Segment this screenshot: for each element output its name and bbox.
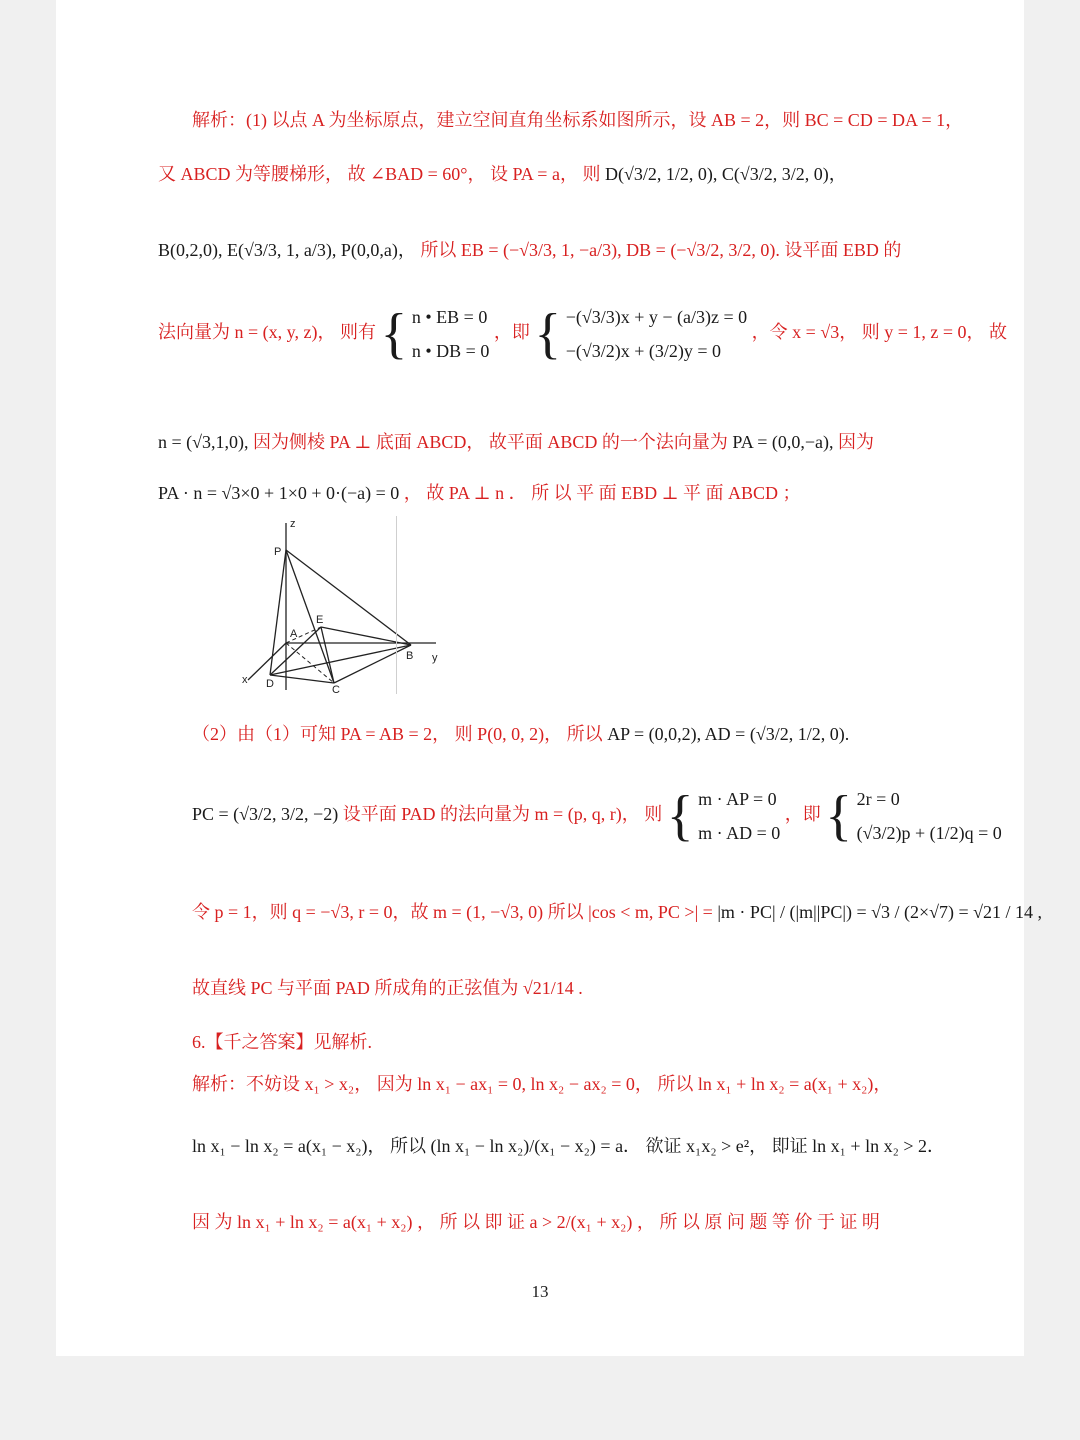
solution-line-2 xyxy=(158,162,847,186)
figure-divider xyxy=(396,516,397,694)
label-a: A xyxy=(290,628,298,640)
line-9-text: 令 p = 1，则 q = −√3, r = 0，故 m = (1, −√3, 0) 所以 |cos < m, PC >| = xyxy=(192,902,718,922)
label-y: y xyxy=(432,652,438,664)
line-3-text: 设平面 EBD 的 xyxy=(784,240,902,260)
line-4-text-2: ，即 xyxy=(493,322,530,343)
line-5-text-2: 因为 xyxy=(833,432,874,452)
label-b: B xyxy=(406,650,414,662)
edge-eb xyxy=(321,627,411,645)
solution-line-4 xyxy=(158,300,1007,368)
line-3-math-2: 所以 EB = (−√3/3, 1, −a/3), DB = (−√3/2, 3/2, 0). xyxy=(420,240,785,260)
answer-heading: 6.【千之答案】见解析. xyxy=(192,1032,372,1052)
solution-line-8 xyxy=(192,782,1002,850)
line-4-text-1: 法向量为 n = (x, y, z)， 则有 xyxy=(158,322,376,343)
line-3-math-1: B(0,2,0), E(√3/3, 1, a/3), P(0,0,a)， xyxy=(158,240,416,260)
solution-line-12: 解析：不妨设 x₁ > x₂， 因为 ln x₁ − ax₁ = 0, ln x₂ − ax₂ = 0， 所以 ln x₁ + ln x₂ = a(x₁ + x₂)， xyxy=(192,1074,892,1094)
line-7-math: AP = (0,0,2), AD = (√3/2, 1/2, 0). xyxy=(607,724,850,744)
equation-7: 2r = 0 xyxy=(856,789,900,809)
solution-line-13: ln x₁ − ln x₂ = a(x₁ − x₂)， 所以 (ln x₁ − ln x₂)/(x₁ − x₂) = a． 欲证 x₁x₂ > e²， 即证 ln x₁ + ln x₂ > 2． xyxy=(192,1136,946,1156)
edge-pd xyxy=(270,550,286,675)
edge-ec xyxy=(321,627,334,683)
line-6-math: PA · n = √3×0 + 1×0 + 0·(−a) = 0 xyxy=(158,483,404,503)
edge-pb xyxy=(286,550,411,645)
equation-3: −(√3/3)x + y − (a/3)z = 0 xyxy=(565,307,748,327)
left-brace: { xyxy=(380,303,408,365)
equation-1: n • EB = 0 xyxy=(411,307,488,327)
solution-line-6 xyxy=(158,481,801,505)
label-d: D xyxy=(266,678,274,690)
label-c: C xyxy=(332,684,340,695)
solution-line-10: 故直线 PC 与平面 PAD 所成角的正弦值为 √21/14 . xyxy=(192,978,583,998)
line-8-text-2: ，即 xyxy=(784,804,821,825)
solution-line-3 xyxy=(158,238,901,262)
solution-line-5 xyxy=(158,430,874,454)
line-8-text-1: 设平面 PAD 的法向量为 m = (p, q, r)， 则 xyxy=(342,804,663,825)
equation-8: (√3/2)p + (1/2)q = 0 xyxy=(856,823,1002,843)
line-5-math-2: PA = (0,0,−a), xyxy=(732,432,834,452)
line-5-math-1: n = (√3,1,0), xyxy=(158,432,249,452)
equation-2: n • DB = 0 xyxy=(411,341,490,361)
edge-db xyxy=(270,645,414,675)
label-e: E xyxy=(316,614,324,626)
document-page xyxy=(56,0,1043,1356)
equation-system-2 xyxy=(566,300,747,368)
line-4-text-3: ，令 x = √3， 则 y = 1, z = 0， 故 xyxy=(751,322,1007,343)
line-9-math: |m · PC| / (|m||PC|) = √3 / (2×√7) = √21 / 14 , xyxy=(717,902,1043,922)
equation-5: m · AP = 0 xyxy=(698,789,777,809)
equation-system-1 xyxy=(412,300,489,368)
solution-line-14: 因 为 ln x₁ + ln x₂ = a(x₁ + x₂) ， 所 以 即 证 a > 2/(x₁ + x₂) ， 所 以 原 问 题 等 价 于 证 明 xyxy=(192,1212,880,1232)
coordinate-figure xyxy=(186,515,456,695)
equation-system-3 xyxy=(698,782,780,850)
equation-system-4 xyxy=(857,782,1002,850)
solution-line-7 xyxy=(192,722,849,746)
edge-cb xyxy=(334,645,414,683)
solution-line-9 xyxy=(192,900,1042,924)
x-axis xyxy=(248,643,286,680)
line-6-text: ， 故 PA ⊥ n ． 所 以 平 面 EBD ⊥ 平 面 ABCD ； xyxy=(403,483,801,503)
left-brace: { xyxy=(666,785,694,847)
equation-6: m · AD = 0 xyxy=(698,823,781,843)
edge-dc xyxy=(270,675,334,683)
label-z: z xyxy=(290,518,296,530)
line-7-text: （2）由（1）可知 PA = AB = 2， 则 P(0, 0, 2)， 所以 xyxy=(192,724,608,744)
page-number: 13 xyxy=(531,1282,549,1301)
label-x: x xyxy=(242,674,248,686)
line-8-math-1: PC = (√3/2, 3/2, −2) xyxy=(192,804,339,825)
line-5-text-1: 因为侧棱 PA ⊥ 底面 ABCD， 故平面 ABCD 的一个法向量为 xyxy=(248,432,733,452)
line-2-text: 又 ABCD 为等腰梯形， 故 ∠BAD = 60°， 设 PA = a， 则 xyxy=(158,164,605,184)
left-brace: { xyxy=(825,785,853,847)
line-2-math: D(√3/2, 1/2, 0), C(√3/2, 3/2, 0)， xyxy=(604,164,847,184)
label-p: P xyxy=(274,546,282,558)
equation-4: −(√3/2)x + (3/2)y = 0 xyxy=(565,341,722,361)
solution-line-1: 解析：(1) 以点 A 为坐标原点，建立空间直角坐标系如图所示，设 AB = 2，则 BC = CD = DA = 1， xyxy=(192,110,964,130)
left-brace: { xyxy=(534,303,562,365)
